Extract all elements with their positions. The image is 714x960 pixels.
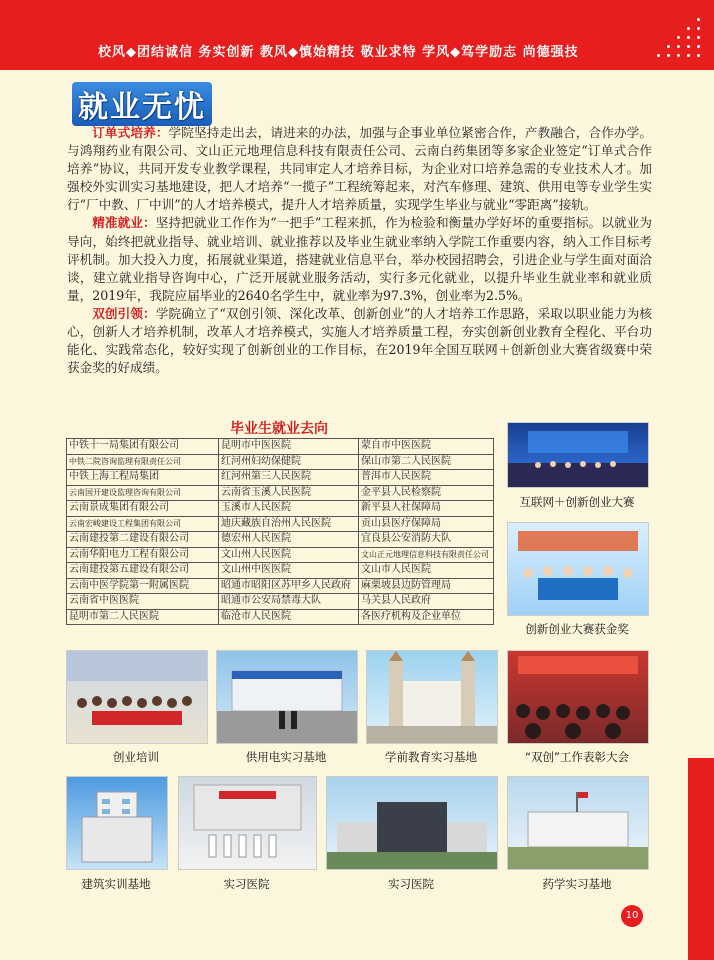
paragraph-body: 坚持把就业工作作为“一把手”工程来抓，作为检验和衡量办学好坏的重要指标。以就业为导向，始终把就业指导、就业培训、就业推荐以及毕业生就业率纳入学院工作重要内容，纳入工作目标考评机制。加大投入力度，拓展就业渠道，搭建就业信息平台，举办校园招聘会，引进企业与学生面对面洽谈，建立就业指导咨询中心，广泛开展就业服务活动，实行多元化就业，以提升毕业生就业率和就业质量，2019年，我院应届毕业的2640名学生中，就业率为97.3%，创业率为2.5%。 bbox=[67, 215, 652, 303]
caption-gold-award: 创新创业大赛获金奖 bbox=[525, 622, 629, 636]
table-cell: 文山州中医医院 bbox=[219, 563, 359, 579]
paragraph-innovation bbox=[67, 305, 652, 377]
table-cell: 云南华阳电力工程有限公司 bbox=[67, 547, 219, 563]
photo-construction-base bbox=[66, 776, 168, 870]
table-row bbox=[67, 470, 494, 486]
dot bbox=[697, 45, 700, 48]
table-cell: 保山市第二人民医院 bbox=[359, 454, 494, 470]
dot bbox=[697, 54, 700, 57]
stage-image bbox=[508, 423, 648, 487]
table-row bbox=[67, 547, 494, 563]
photo-internet-plus-contest bbox=[507, 422, 649, 488]
power-building-image bbox=[217, 651, 357, 743]
table-title: 毕业生就业去向 bbox=[230, 421, 328, 437]
table-cell: 云南建投第二建设有限公司 bbox=[67, 532, 219, 548]
photo-hospital-2 bbox=[326, 776, 498, 870]
table-cell: 各医疗机构及企业单位 bbox=[359, 609, 494, 625]
table-cell: 文山州人民医院 bbox=[219, 547, 359, 563]
table-cell: 贡山县医疗保障局 bbox=[359, 516, 494, 532]
photo-power-supply-base bbox=[216, 650, 358, 744]
dot bbox=[687, 54, 690, 57]
caption-hospital-2: 实习医院 bbox=[388, 877, 434, 891]
caption-preschool-base: 学前教育实习基地 bbox=[385, 750, 477, 764]
dot bbox=[677, 54, 680, 57]
table-cell: 临沧市人民医院 bbox=[219, 609, 359, 625]
table-cell: 云南宏峻建设工程集团有限公司 bbox=[67, 516, 219, 532]
caption-entrepreneurship-training: 创业培训 bbox=[113, 750, 159, 764]
photo-preschool-base bbox=[366, 650, 498, 744]
pharmacy-building-image bbox=[508, 777, 648, 869]
paragraph-precise-employment bbox=[67, 214, 652, 304]
caption-power-supply-base: 供用电实习基地 bbox=[245, 750, 327, 764]
school-motto: 校风◆团结诚信 务实创新 教风◆慎始精技 敬业求特 学风◆笃学励志 尚德强技 bbox=[98, 45, 579, 60]
dot bbox=[697, 27, 700, 30]
paragraph-heading: 精准就业： bbox=[92, 215, 156, 231]
table-row bbox=[67, 454, 494, 470]
table-cell: 文山市人民医院 bbox=[359, 563, 494, 579]
table-cell: 宜良县公安消防大队 bbox=[359, 532, 494, 548]
photo-pharmacy-base bbox=[507, 776, 649, 870]
table-cell: 蒙自市中医医院 bbox=[359, 439, 494, 455]
table-row bbox=[67, 532, 494, 548]
award-group-image bbox=[508, 523, 648, 615]
dot bbox=[687, 36, 690, 39]
table-cell: 玉溪市人民医院 bbox=[219, 501, 359, 517]
table-row bbox=[67, 516, 494, 532]
side-accent-bar bbox=[688, 758, 714, 960]
caption-construction-base: 建筑实训基地 bbox=[81, 877, 151, 891]
table-cell: 中铁十一局集团有限公司 bbox=[67, 439, 219, 455]
caption-hospital-1: 实习医院 bbox=[223, 877, 270, 891]
ceremony-image bbox=[508, 651, 648, 743]
table-cell: 德宏州人民医院 bbox=[219, 532, 359, 548]
paragraph-body: 学院坚持走出去，请进来的办法，加强与企事业单位紧密合作，产教融合，合作办学。与鸿翔药业有限公司、文山正元地理信息科技有限责任公司、云南白药集团等多家企业签定“订单式合作培养”协议，共同开发专业教学课程，共同审定人才培养目标，为企业对口培养急需的专业技术人才。加强校外实训实习基地建设，把人才培养“一揽子”工程统筹起来，对汽车修理、建筑、供用电等专业学生实行“厂中教、厂中训”的人才培养模式，提升人才培养质量，实现学生毕业与就业“零距离”接轨。 bbox=[67, 125, 653, 213]
table-cell: 云南国开建设监理咨询有限公司 bbox=[67, 485, 219, 501]
hospital-building-image bbox=[327, 777, 497, 869]
table-cell: 文山正元地理信息科技有限责任公司 bbox=[359, 547, 494, 563]
paragraph-order-training bbox=[67, 124, 652, 214]
dot bbox=[667, 54, 670, 57]
dot bbox=[697, 36, 700, 39]
table-row bbox=[67, 501, 494, 517]
table-row bbox=[67, 563, 494, 579]
table-cell: 麻栗坡县边防管理局 bbox=[359, 578, 494, 594]
dot bbox=[687, 27, 690, 30]
dot bbox=[677, 36, 680, 39]
caption-internet-plus-contest: 互联网＋创新创业大赛 bbox=[519, 495, 635, 509]
caption-pharmacy-base: 药学实习基地 bbox=[542, 877, 612, 891]
table-cell: 云南景成集团有限公司 bbox=[67, 501, 219, 517]
table-cell: 新平县人社保障局 bbox=[359, 501, 494, 517]
table-cell: 中铁上海工程局集团 bbox=[67, 470, 219, 486]
table-cell: 昆明市中医医院 bbox=[219, 439, 359, 455]
table-cell: 红河州第三人民医院 bbox=[219, 470, 359, 486]
dot bbox=[687, 45, 690, 48]
table-row bbox=[67, 609, 494, 625]
table-cell: 马关县人民政府 bbox=[359, 594, 494, 610]
table-cell: 昭通市昭阳区苏甲乡人民政府 bbox=[219, 578, 359, 594]
photo-entrepreneurship-training bbox=[66, 650, 208, 744]
table-row bbox=[67, 485, 494, 501]
table-row bbox=[67, 594, 494, 610]
dot bbox=[667, 45, 670, 48]
decorative-dots bbox=[642, 18, 702, 62]
table-cell: 红河州妇幼保健院 bbox=[219, 454, 359, 470]
employment-table bbox=[66, 438, 494, 625]
photo-gold-award bbox=[507, 522, 649, 616]
dot bbox=[657, 54, 660, 57]
training-group-image bbox=[67, 651, 207, 743]
table-cell: 昆明市第二人民医院 bbox=[67, 609, 219, 625]
table-cell: 云南省玉溪人民医院 bbox=[219, 485, 359, 501]
caption-award-ceremony: “双创”工作表彰大会 bbox=[525, 750, 629, 764]
table-cell: 金平县人民检察院 bbox=[359, 485, 494, 501]
preschool-building-image bbox=[367, 651, 497, 743]
hospital-staff-image bbox=[179, 777, 316, 869]
table-cell: 普洱市人民医院 bbox=[359, 470, 494, 486]
page-number: 10 bbox=[621, 905, 643, 927]
dot bbox=[677, 45, 680, 48]
header-band bbox=[0, 0, 714, 70]
construction-building-image bbox=[67, 777, 167, 869]
table-row bbox=[67, 578, 494, 594]
photo-hospital-1 bbox=[178, 776, 317, 870]
table-cell: 云南省中医医院 bbox=[67, 594, 219, 610]
table-cell: 昭通市公安局禁毒大队 bbox=[219, 594, 359, 610]
table-row bbox=[67, 439, 494, 455]
dot bbox=[697, 18, 700, 21]
table-cell: 中铁二院咨询监理有限责任公司 bbox=[67, 454, 219, 470]
paragraph-heading: 双创引领： bbox=[92, 305, 156, 321]
paragraph-body: 学院确立了“双创引领、深化改革、创新创业”的人才培养工作思路，采取以职业能力为核心，创新人才培养机制，改革人才培养模式，实施人才培养质量工程，夯实创新创业教育全程化、平台功能化、实践常态化，较好实现了创新创业的工作目标，在2019年全国互联网＋创新创业大赛省级赛中荣获金奖的好成绩。 bbox=[67, 305, 652, 376]
table-cell: 迪庆藏族自治州人民医院 bbox=[219, 516, 359, 532]
body-text bbox=[67, 124, 652, 377]
paragraph-heading: 订单式培养： bbox=[92, 125, 169, 140]
photo-award-ceremony bbox=[507, 650, 649, 744]
table-cell: 云南建投第五建设有限公司 bbox=[67, 563, 219, 579]
table-cell: 云南中医学院第一附属医院 bbox=[67, 578, 219, 594]
section-title: 就业无忧 bbox=[72, 82, 212, 126]
